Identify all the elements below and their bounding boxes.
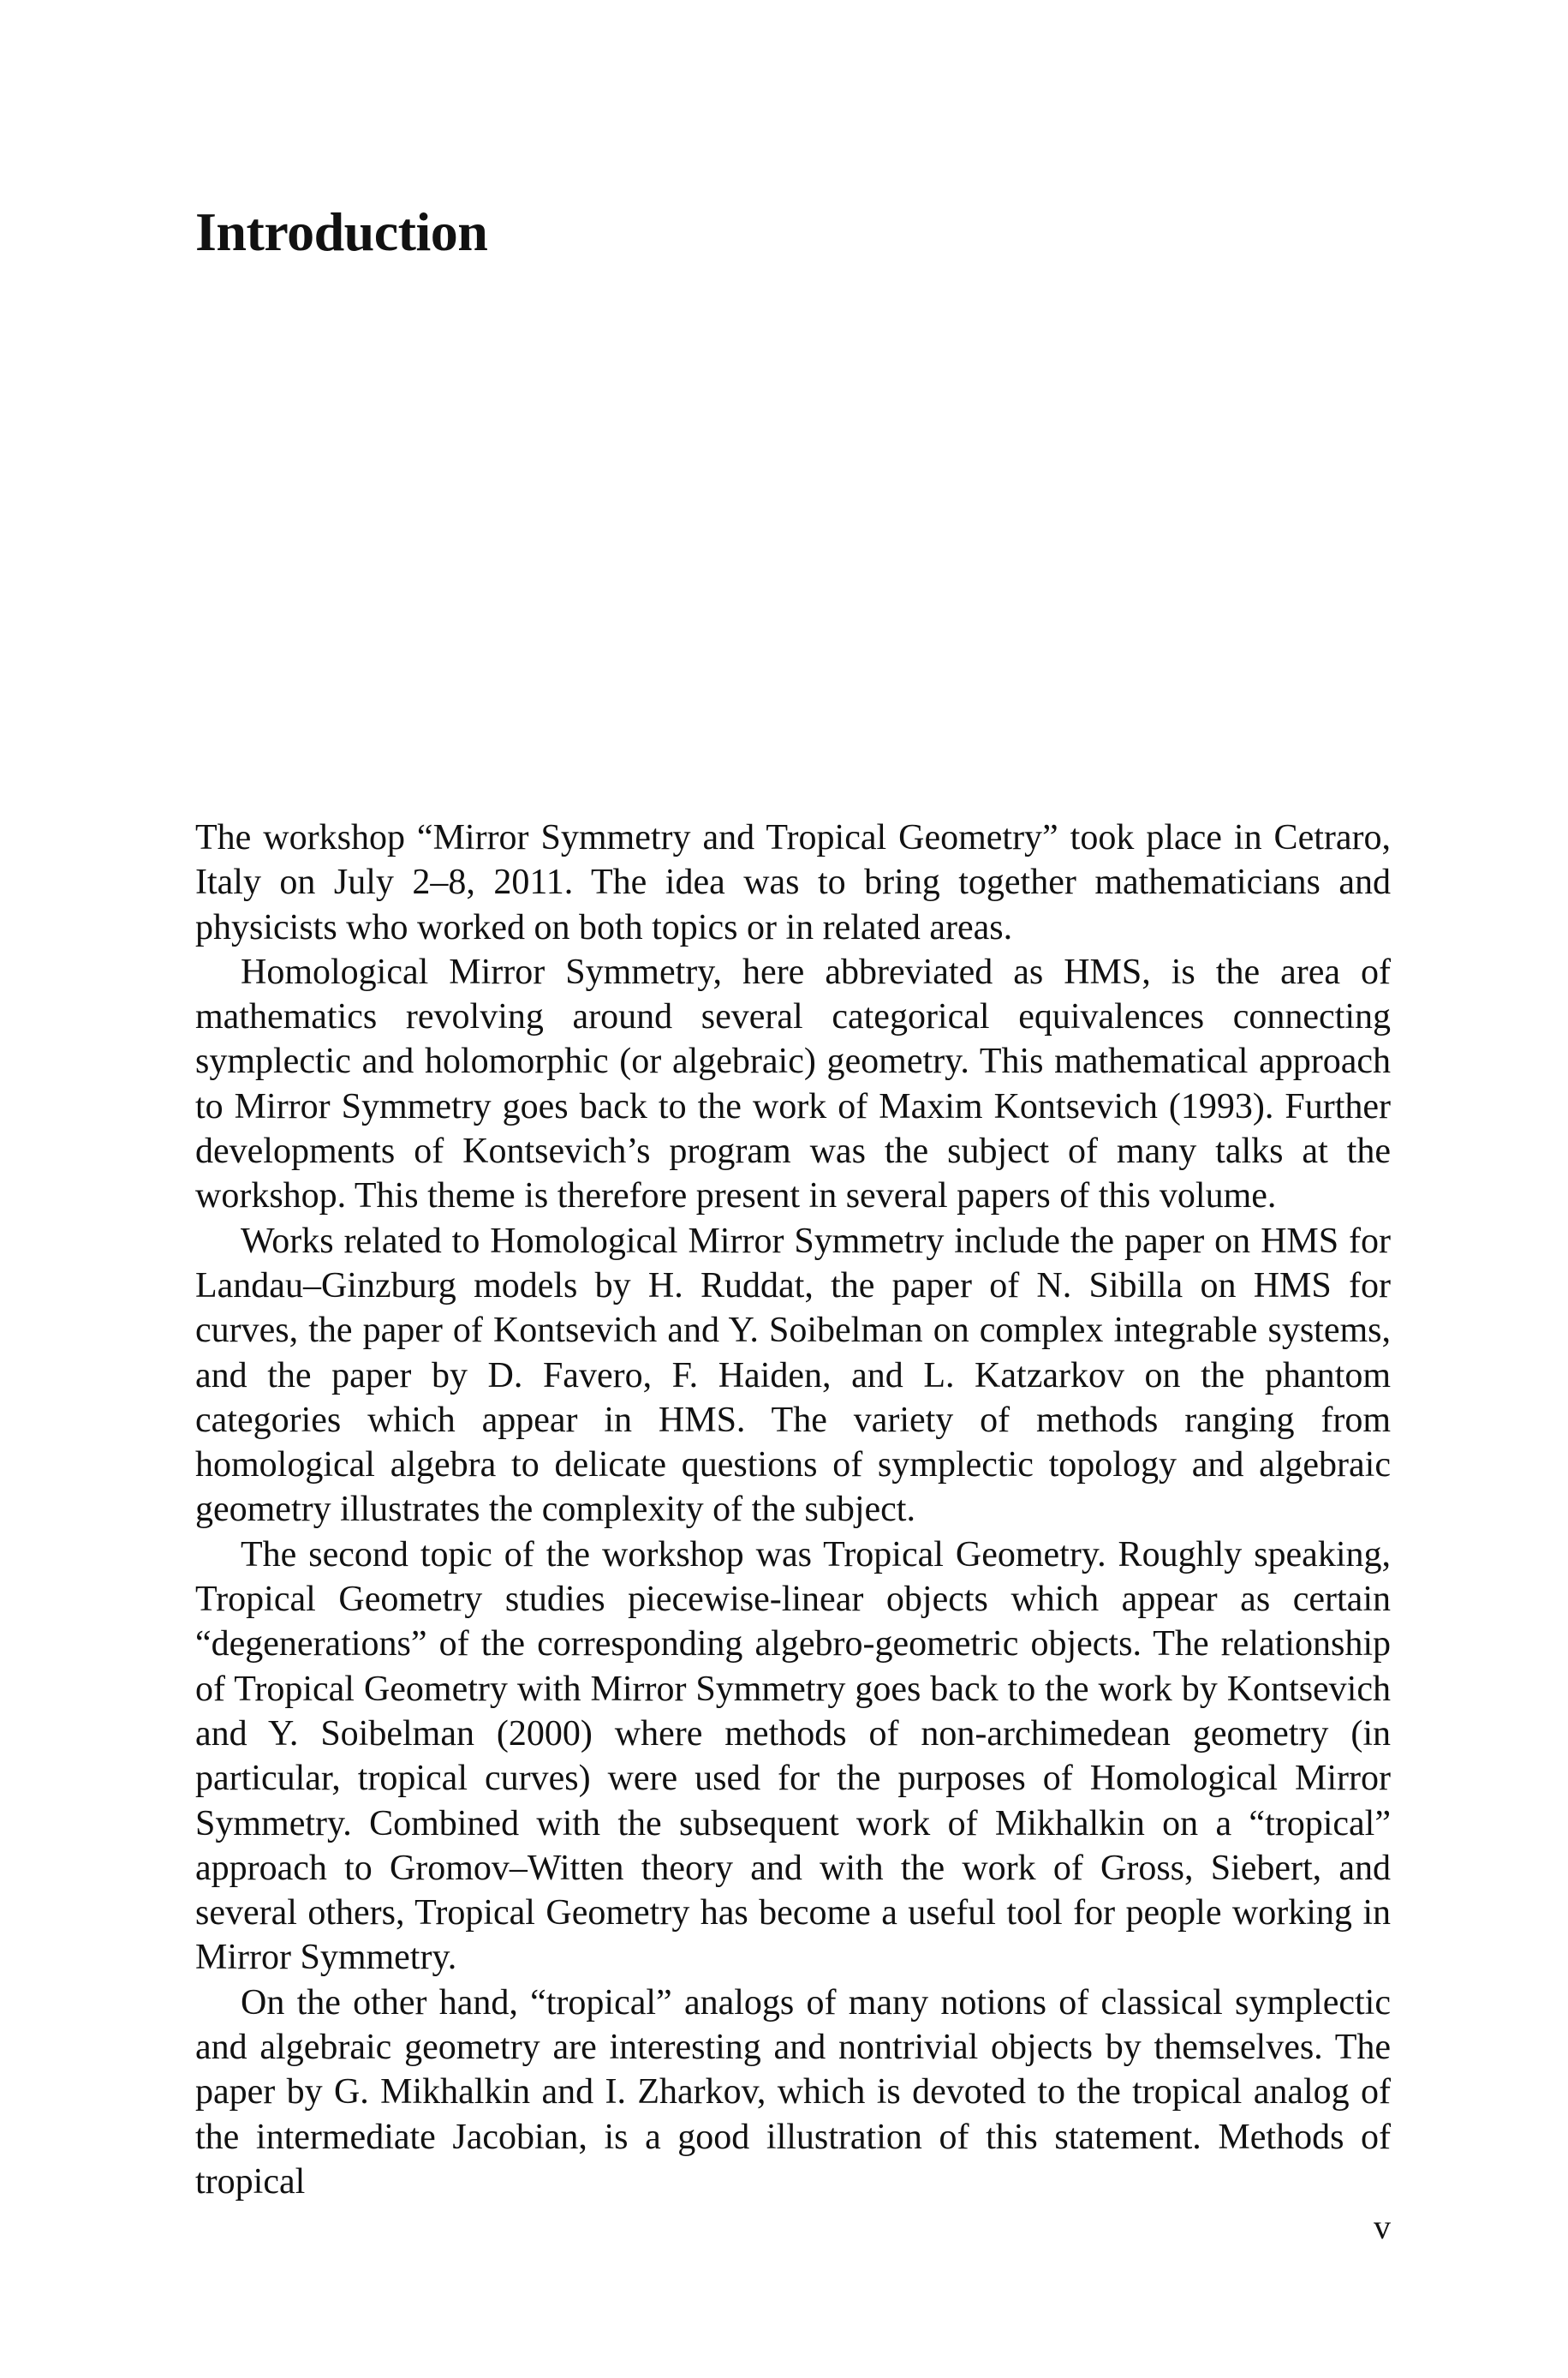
paragraph-1: The workshop “Mirror Symmetry and Tropical Geometry” took place in Cetraro, Italy on July 2–8, 2011. The idea was to bring together mathematicians and physicists who worked on both topics or in related areas. bbox=[195, 818, 1391, 947]
body-text bbox=[195, 816, 1391, 2204]
paragraph-5: On the other hand, “tropical” analogs of many notions of classical symplectic and algebraic geometry are interesting and nontrivial objects by themselves. The paper by G. Mikhalkin and I. Zharkov, which is devoted to the tropical analog of the intermediate Jacobian, is a good illustration of this statement. Methods of tropical bbox=[195, 1982, 1391, 2202]
page-title: Introduction bbox=[195, 201, 488, 262]
page-number: v bbox=[1374, 2208, 1391, 2246]
paragraph-3: Works related to Homological Mirror Symmetry include the paper on HMS for Landau–Ginzburg models by H. Ruddat, the paper of N. Sibilla on HMS for curves, the paper of Kontsevich and Y. Soibelman on complex integrable systems, and the paper by D. Favero, F. Haiden, and L. Katzarkov on the phantom categories which appear in HMS. The variety of methods ranging from homological algebra to delicate questions of symplectic topology and algebraic geometry illustrates the complexity of the subject. bbox=[195, 1221, 1391, 1530]
paragraph-2: Homological Mirror Symmetry, here abbreviated as HMS, is the area of mathematics revolving around several categorical equivalences connecting symplectic and holomorphic (or algebraic) geometry. This mathematical approach to Mirror Symmetry goes back to the work of Maxim Kontsevich (1993). Further developments of Kontsevich’s program was the subject of many talks at the workshop. This theme is therefore present in several papers of this volume. bbox=[195, 952, 1391, 1216]
paragraph-4: The second topic of the workshop was Tropical Geometry. Roughly speaking, Tropical Geometry studies piecewise-linear objects which appear as certain “degenerations” of the corresponding algebro-geometric objects. The relationship of Tropical Geometry with Mirror Symmetry goes back to the work by Kontsevich and Y. Soibelman (2000) where methods of non-archimedean geometry (in particular, tropical curves) were used for the purposes of Homological Mirror Symmetry. Combined with the subsequent work of Mikhalkin on a “tropical” approach to Gromov–Witten theory and with the work of Gross, Siebert, and several others, Tropical Geometry has become a useful tool for people working in Mirror Symmetry. bbox=[195, 1534, 1391, 1978]
